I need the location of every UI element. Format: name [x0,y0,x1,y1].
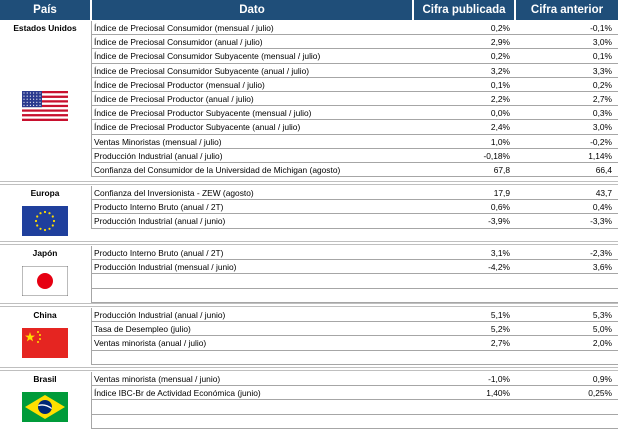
table-row [92,78,618,92]
dato-cell: Tasa de Desempleo (julio) [94,324,191,335]
cifra-publicada-cell: 0,6% [490,202,510,213]
dato-cell: Producción Industrial (mensual / junio) [94,262,237,273]
cifra-publicada-cell: 5,1% [490,310,510,320]
table-row [92,186,618,200]
table-row [92,21,618,35]
table-row [92,120,618,134]
table-row [92,400,618,414]
dato-cell: Índice de Preciosal Consumidor (mensual / julio) [94,23,274,33]
dato-cell: Confianza del Consumidor de la Universidad de Michigan (agosto) [94,165,341,175]
cifra-anterior-cell: 0,1% [592,51,612,62]
section-separator [0,303,618,307]
cifra-publicada-cell [414,274,510,288]
cifra-anterior-cell [516,289,612,303]
cifra-anterior-cell: 2,0% [592,338,612,349]
cifra-anterior-cell: 5,3% [592,310,612,320]
table-row [92,246,618,260]
cifra-publicada-cell: -0,18% [483,150,510,161]
cifra-publicada-cell: -4,2% [488,262,510,273]
header-pais: País [0,0,90,20]
table-row [92,214,618,228]
cifra-publicada-cell: 0,2% [490,51,510,62]
country-name: Europa [30,188,60,198]
cifra-publicada-cell: -1,0% [488,374,510,384]
table-row [92,35,618,49]
cifra-anterior-cell: -3,3% [590,216,612,227]
cifra-anterior-cell: 1,14% [588,150,612,161]
dato-cell [94,400,412,414]
header-cifra-publicada: Cifra publicada [414,0,514,20]
country-name: Brasil [33,374,57,384]
section-separator [0,367,618,371]
country-name: Japón [32,248,58,258]
cifra-publicada-cell: 1,0% [490,136,510,147]
china-flag-icon [22,328,68,358]
table-row [92,200,618,214]
cifra-anterior-cell: 0,2% [592,79,612,90]
table-row [92,106,618,120]
cifra-anterior-cell: 3,0% [592,37,612,48]
cifra-publicada-cell: 17,9 [493,188,510,198]
dato-cell: Índice IBC-Br de Actividad Económica (junio) [94,388,261,399]
cifra-anterior-cell: 0,9% [592,374,612,384]
cifra-anterior-cell: 0,4% [592,202,612,213]
table-row [92,163,618,177]
cifra-publicada-cell: 0,0% [490,108,510,119]
cifra-publicada-cell [414,351,510,365]
cifra-anterior-cell: 43,7 [595,188,612,198]
dato-cell: Confianza del Inversionista - ZEW (agosto) [94,188,254,198]
cifra-publicada-cell: 3,2% [490,65,510,76]
dato-cell: Producción Industrial (anual / junio) [94,216,226,227]
cifra-anterior-cell: 0,3% [592,108,612,119]
cifra-anterior-cell: -2,3% [590,248,612,258]
cifra-publicada-cell: 2,2% [490,94,510,104]
cifra-anterior-cell: 5,0% [592,324,612,335]
dato-cell: Índice de Preciosal Productor Subyacente (anual / julio) [94,122,301,133]
cifra-publicada-cell: 0,1% [490,79,510,90]
dato-cell: Índice de Preciosal Productor (mensual / julio) [94,79,265,90]
cifra-publicada-cell: 5,2% [490,324,510,335]
header-cifra-anterior: Cifra anterior [516,0,618,20]
table-row [92,49,618,63]
cifra-anterior-cell: 3,3% [592,65,612,76]
dato-cell: Ventas minorista (mensual / junio) [94,374,221,384]
cifra-publicada-cell: 2,7% [490,338,510,349]
cifra-publicada-cell: -3,9% [488,216,510,227]
dato-cell: Producto Interno Bruto (anual / 2T) [94,248,224,258]
dato-cell [94,415,412,429]
section-separator [0,241,618,245]
us-flag-icon [22,91,68,121]
japan-flag-icon [22,266,68,296]
cifra-anterior-cell [516,400,612,414]
table-row [92,351,618,365]
cifra-anterior-cell: -0,2% [590,136,612,147]
table-row [92,415,618,429]
table-row [92,92,618,106]
dato-cell [94,289,412,303]
table-row [92,135,618,149]
dato-cell: Producción Industrial (anual / junio) [94,310,226,320]
dato-cell: Ventas minorista (anual / julio) [94,338,207,349]
table-row [92,260,618,274]
cifra-anterior-cell: -0,1% [590,23,612,33]
table-row [92,64,618,78]
cifra-anterior-cell [516,274,612,288]
table-row [92,386,618,400]
cifra-publicada-cell: 2,9% [490,37,510,48]
cifra-publicada-cell [414,400,510,414]
dato-cell: Índice de Preciosal Consumidor Subyacente (mensual / julio) [94,51,321,62]
table-row [92,149,618,163]
dato-cell [94,274,412,288]
header-dato: Dato [92,0,412,20]
table-row [92,372,618,386]
eu-flag-icon [22,206,68,236]
cifra-publicada-cell: 1,40% [486,388,510,399]
cifra-anterior-cell: 0,25% [588,388,612,399]
cifra-publicada-cell: 3,1% [490,248,510,258]
cifra-publicada-cell: 2,4% [490,122,510,133]
cifra-anterior-cell [516,351,612,365]
table-row [92,336,618,350]
cifra-publicada-cell [414,289,510,303]
dato-cell: Índice de Preciosal Productor Subyacente (mensual / julio) [94,108,312,119]
dato-cell: Índice de Preciosal Consumidor Subyacente (anual / julio) [94,65,310,76]
country-name: Estados Unidos [13,23,77,33]
cifra-anterior-cell: 3,6% [592,262,612,273]
table-row [92,274,618,288]
table-row [92,322,618,336]
table-row [92,308,618,322]
section-separator [0,181,618,185]
cifra-anterior-cell [516,415,612,429]
dato-cell: Producción Industrial (anual / julio) [94,150,223,161]
dato-cell: Ventas Minoristas (mensual / julio) [94,136,222,147]
cifra-publicada-cell: 67,8 [493,165,510,175]
cifra-anterior-cell: 2,7% [592,94,612,104]
cifra-anterior-cell: 66,4 [595,165,612,175]
dato-cell: Índice de Preciosal Consumidor (anual / julio) [94,37,263,48]
dato-cell [94,351,412,365]
cifra-publicada-cell [414,415,510,429]
cifra-anterior-cell: 3,0% [592,122,612,133]
dato-cell: Índice de Preciosal Productor (anual / julio) [94,94,254,104]
brazil-flag-icon [22,392,68,422]
table-row [92,289,618,303]
dato-cell: Producto Interno Bruto (anual / 2T) [94,202,224,213]
country-name: China [33,310,57,320]
cifra-publicada-cell: 0,2% [490,23,510,33]
